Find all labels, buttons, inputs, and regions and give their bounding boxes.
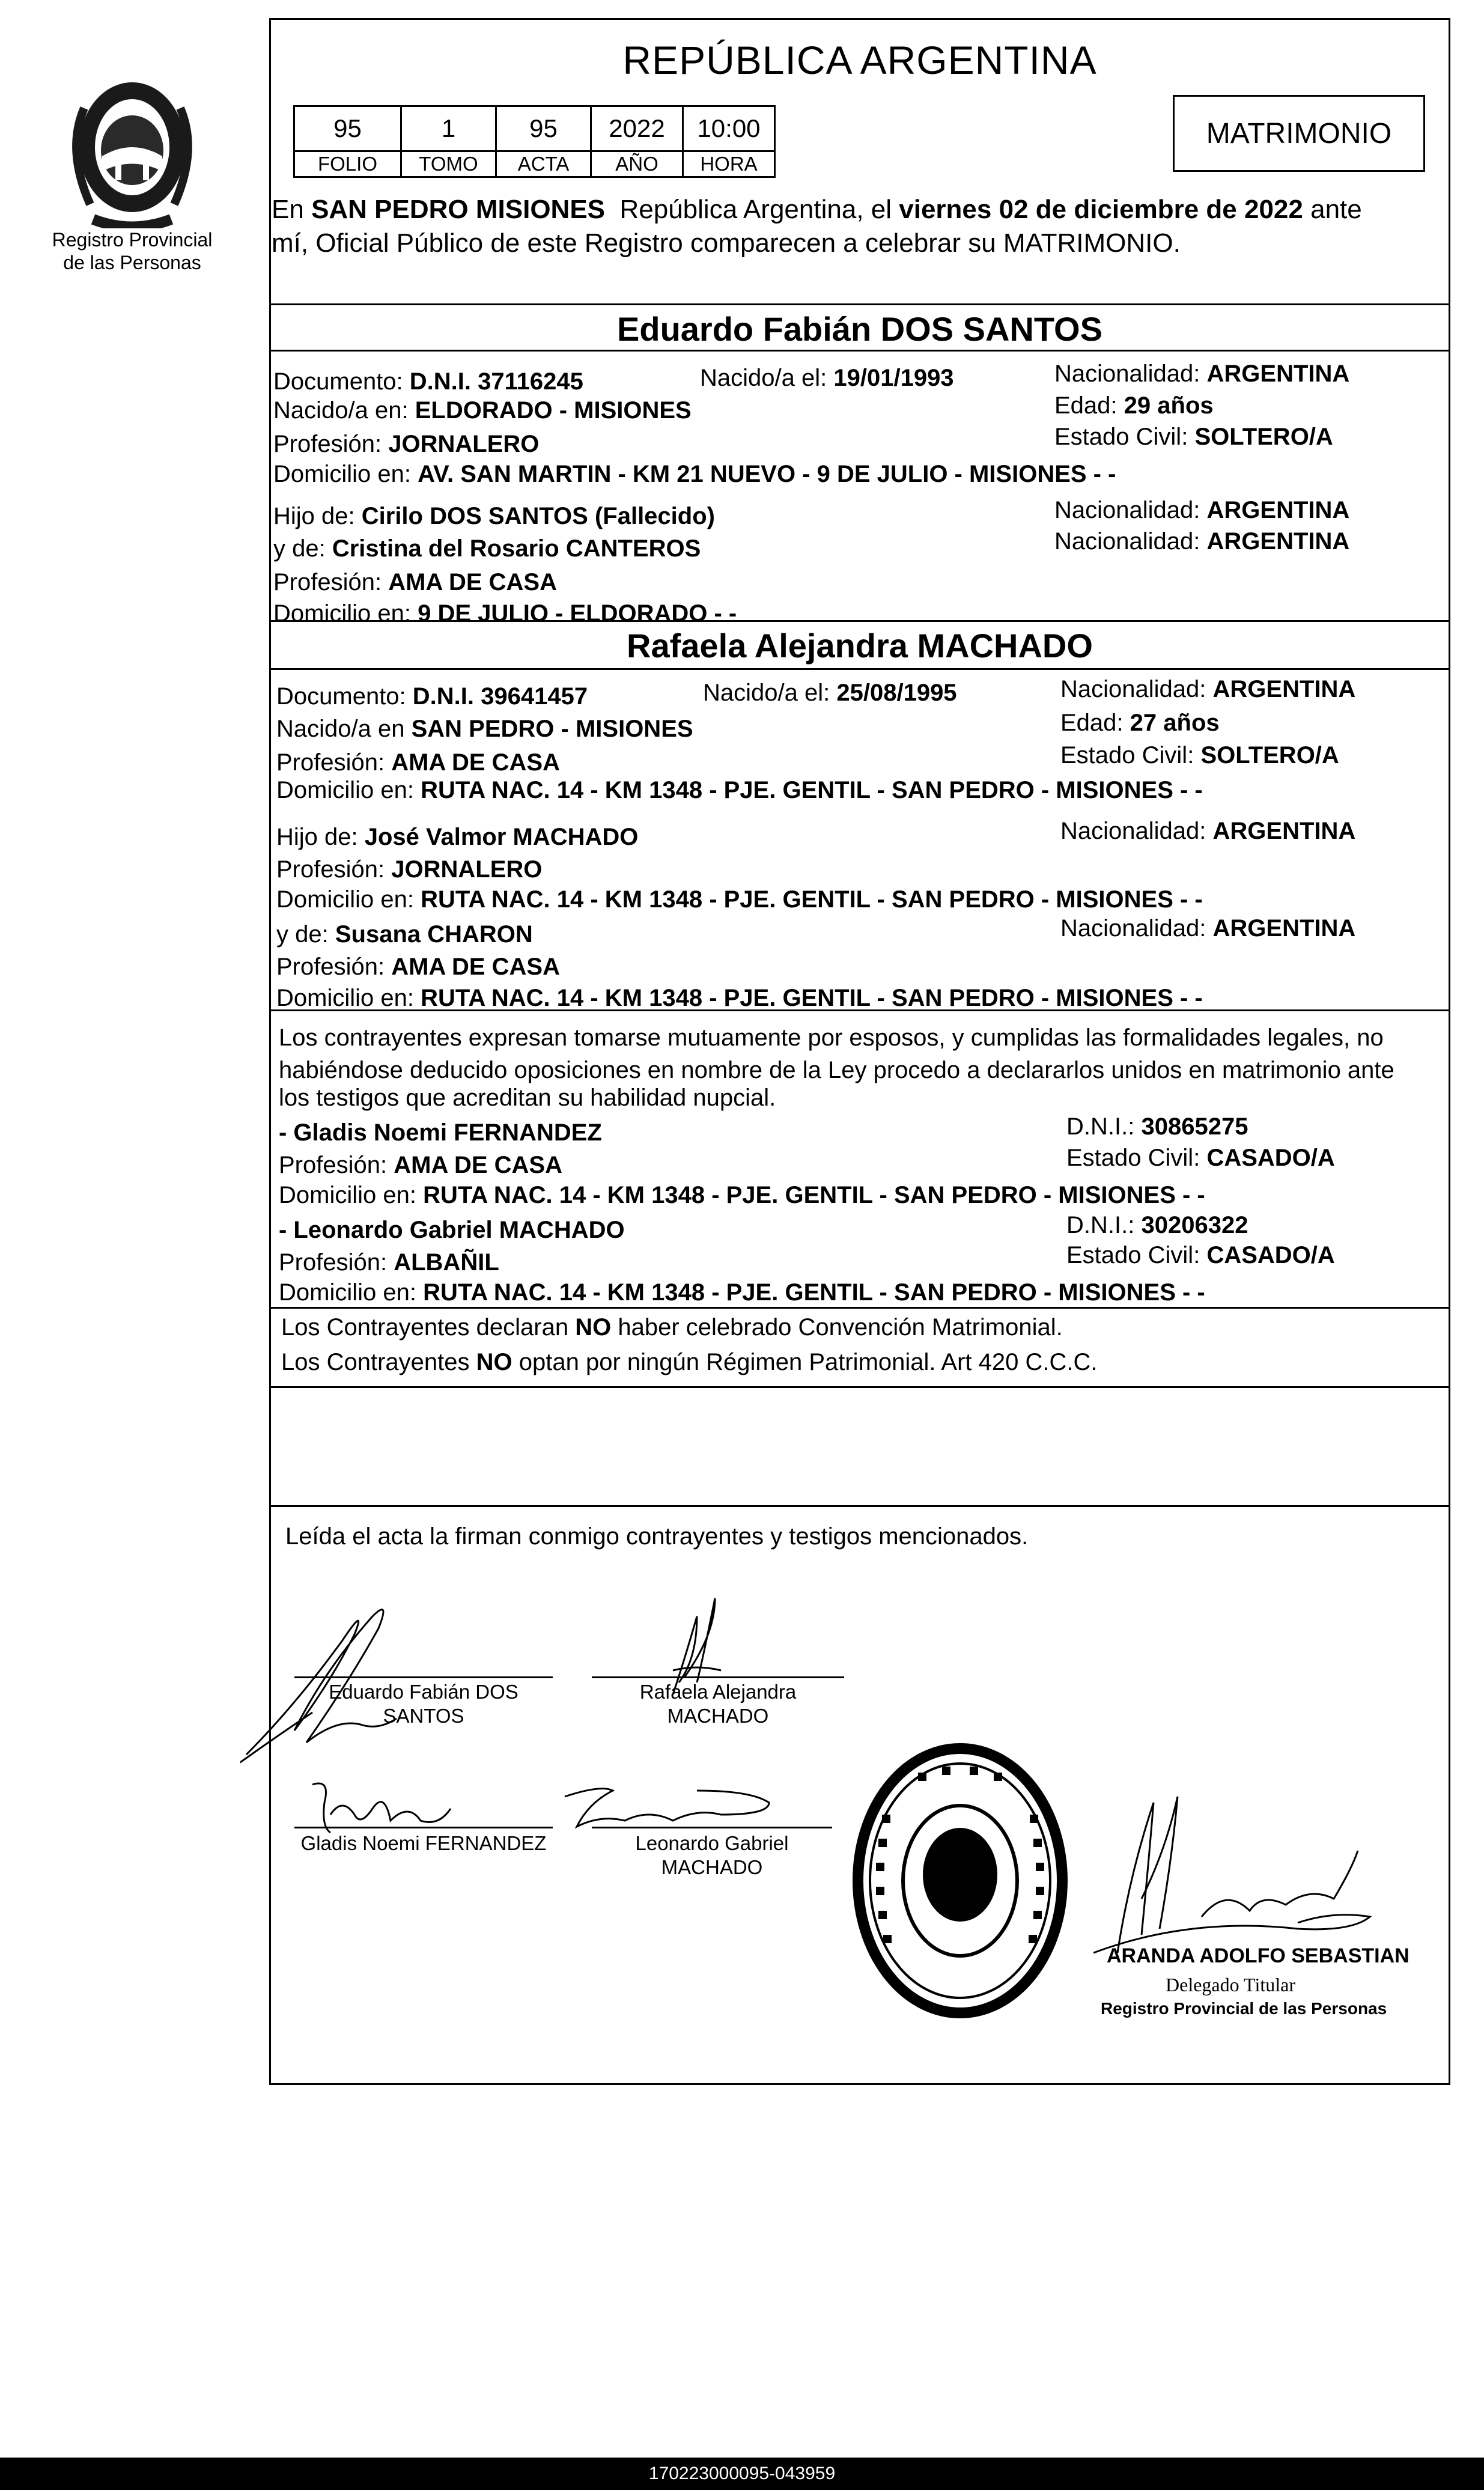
label: Profesión: [273, 569, 382, 595]
value: Cirilo DOS SANTOS (Fallecido) [361, 503, 715, 529]
value: SAN PEDRO - MISIONES [411, 716, 693, 742]
groom-document [273, 365, 583, 398]
groom-mother [273, 532, 701, 565]
label: Nacido/a en [276, 716, 405, 742]
bride-address [276, 774, 1203, 806]
signature-line [294, 1827, 553, 1828]
value: CASADO/A [1206, 1145, 1335, 1171]
label: Domicilio en: [273, 600, 411, 627]
groom-name-heading: Eduardo Fabián DOS SANTOS [617, 310, 1102, 348]
label: Estado Civil: [1060, 742, 1194, 769]
groom-mother-nationality [1054, 525, 1349, 558]
label: Profesión: [279, 1249, 388, 1276]
intro-text: República Argentina, el [619, 195, 892, 224]
value: 19/01/1993 [833, 365, 954, 391]
folio-label: FOLIO [294, 151, 401, 177]
intro-line2: mí, Oficial Público de este Registro comparecen a celebrar su MATRIMONIO. [272, 228, 1181, 258]
value: SOLTERO/A [1194, 424, 1333, 450]
witness1-dni [1066, 1110, 1248, 1143]
bride-father-profession [276, 853, 542, 886]
label: Nacionalidad: [1054, 528, 1200, 555]
label: Nacido/a el: [700, 365, 827, 391]
signature-line [294, 1676, 553, 1678]
value: José Valmor MACHADO [364, 824, 639, 850]
intro-text: ante [1310, 195, 1362, 224]
label: Nacionalidad: [1054, 361, 1200, 387]
bride-father-nationality [1060, 815, 1355, 847]
registry-numbers-table [293, 105, 776, 178]
witness1-profession [279, 1149, 562, 1181]
label: Edad: [1060, 710, 1124, 736]
label: Domicilio en: [279, 1279, 416, 1306]
signature-line [592, 1827, 832, 1828]
value: AMA DE CASA [391, 954, 560, 980]
bride-mother-nationality [1060, 912, 1355, 945]
value: ELDORADO - MISIONES [415, 397, 692, 424]
folio-value: 95 [294, 106, 401, 151]
hour-value: 10:00 [683, 106, 775, 151]
value: RUTA NAC. 14 - KM 1348 - PJE. GENTIL - SAN PEDRO - MISIONES - - [423, 1279, 1205, 1306]
value: AMA DE CASA [391, 749, 560, 776]
label: Hijo de: [273, 503, 355, 529]
label: Hijo de: [276, 824, 358, 850]
text: NO [575, 1314, 612, 1341]
bride-signature-name-line2: MACHADO [667, 1705, 769, 1727]
declaration-line3: los testigos que acreditan su habilidad nupcial. [279, 1085, 776, 1111]
text: Los Contrayentes [281, 1349, 470, 1375]
bride-mother [276, 918, 533, 951]
section-divider [269, 303, 1450, 305]
witness1-civil-status [1066, 1142, 1335, 1174]
bride-civil-status [1060, 739, 1339, 772]
bride-birthdate [703, 677, 957, 709]
value: RUTA NAC. 14 - KM 1348 - PJE. GENTIL - SAN PEDRO - MISIONES - - [423, 1182, 1205, 1208]
label: Domicilio en: [279, 1182, 416, 1208]
label: Domicilio en: [276, 985, 414, 1011]
groom-parent-address [273, 597, 737, 630]
section-divider [269, 350, 1450, 352]
page-title: REPÚBLICA ARGENTINA [622, 38, 1097, 82]
bride-dni: D.N.I. 39641457 [412, 683, 588, 710]
value: AMA DE CASA [394, 1152, 562, 1178]
bride-document [276, 680, 588, 713]
groom-profession [273, 428, 539, 460]
witness2-name [279, 1214, 625, 1246]
label: Estado Civil: [1054, 424, 1188, 450]
value: 9 DE JULIO - ELDORADO - - [418, 600, 737, 627]
value: 25/08/1995 [836, 680, 957, 706]
value: JORNALERO [391, 856, 543, 883]
label: Profesión: [279, 1152, 388, 1178]
label: Estado Civil: [1066, 1242, 1200, 1268]
section-divider [269, 1505, 1450, 1507]
bride-father-address [276, 883, 1203, 916]
convention-line2 [281, 1346, 1098, 1378]
value: ARGENTINA [1206, 361, 1350, 387]
value: 30206322 [1141, 1212, 1248, 1238]
groom-address [273, 458, 1116, 490]
bride-age [1060, 707, 1220, 739]
groom-father [273, 500, 715, 532]
intro-text: En [272, 195, 304, 224]
bride-nationality [1060, 673, 1355, 705]
label: Profesión: [276, 856, 385, 883]
value: RUTA NAC. 14 - KM 1348 - PJE. GENTIL - SAN PEDRO - MISIONES - - [421, 886, 1203, 913]
groom-signature-name-line2: SANTOS [383, 1705, 464, 1727]
witness2-profession [279, 1246, 499, 1279]
groom-birthdate [700, 362, 954, 394]
text: Los Contrayentes declaran [281, 1314, 569, 1341]
declaration-line2: habiéndose deducido oposiciones en nombre de la Ley procedo a declararlos unidos en matrimonio ante [279, 1057, 1394, 1083]
value: ARGENTINA [1206, 528, 1350, 555]
witness2-signature [565, 1789, 769, 1827]
value: - Leonardo Gabriel MACHADO [279, 1217, 625, 1243]
value: AV. SAN MARTIN - KM 21 NUEVO - 9 DE JULIO - MISIONES - - [418, 461, 1116, 487]
signature-line [592, 1676, 844, 1678]
value: - Gladis Noemi FERNANDEZ [279, 1119, 602, 1146]
value: ARGENTINA [1212, 818, 1356, 844]
year-value: 2022 [591, 106, 683, 151]
groom-nationality [1054, 358, 1349, 390]
label: Domicilio en: [276, 777, 414, 803]
official-organization: Registro Provincial de las Personas [1101, 1999, 1387, 2018]
witness2-dni [1066, 1209, 1248, 1241]
bride-birthplace [276, 713, 693, 745]
bride-signature-name-line1: Rafaela Alejandra [639, 1681, 797, 1703]
hour-label: HORA [683, 151, 775, 177]
text: haber celebrado Convención Matrimonial. [618, 1314, 1063, 1341]
acta-value: 95 [496, 106, 591, 151]
groom-dni: D.N.I. 37116245 [409, 368, 583, 395]
label: Nacionalidad: [1060, 915, 1206, 942]
document-type-box: MATRIMONIO [1173, 95, 1425, 172]
value: 29 años [1124, 392, 1214, 419]
logo-caption-line1: Registro Provincial [52, 229, 213, 251]
label: Domicilio en: [276, 886, 414, 913]
intro-place: SAN PEDRO MISIONES [311, 195, 606, 224]
groom-civil-status [1054, 421, 1333, 453]
label: Nacionalidad: [1060, 676, 1206, 702]
label: Profesión: [273, 431, 382, 457]
value: RUTA NAC. 14 - KM 1348 - PJE. GENTIL - SAN PEDRO - MISIONES - - [421, 777, 1203, 803]
official-title: Delegado Titular [1166, 1974, 1295, 1995]
label: D.N.I.: [1066, 1113, 1135, 1140]
groom-age [1054, 389, 1214, 422]
section-divider [269, 668, 1450, 670]
year-label: AÑO [591, 151, 683, 177]
value: ARGENTINA [1212, 676, 1356, 702]
text: optan por ningún Régimen Patrimonial. Art 420 C.C.C. [518, 1349, 1098, 1375]
section-divider [269, 1386, 1450, 1388]
value: ALBAÑIL [394, 1249, 499, 1276]
witness2-civil-status [1066, 1239, 1335, 1271]
label: y de: [276, 921, 329, 948]
declaration-line1: Los contrayentes expresan tomarse mutuamente por esposos, y cumplidas las formalidades legales, no [279, 1024, 1384, 1051]
label: Nacido/a en: [273, 397, 409, 424]
witness2-signature-name-line2: MACHADO [661, 1856, 763, 1878]
official-seal-icon [852, 1743, 1068, 2019]
label: Profesión: [276, 749, 385, 776]
witness2-address [279, 1276, 1205, 1309]
label: Documento: [276, 683, 406, 710]
witness1-address [279, 1179, 1205, 1211]
intro-date: viernes 02 de diciembre de 2022 [899, 195, 1303, 224]
convention-line1 [281, 1311, 1063, 1344]
witness2-signature-name-line1: Leonardo Gabriel [635, 1832, 789, 1854]
value: ARGENTINA [1206, 497, 1350, 523]
value: AMA DE CASA [388, 569, 557, 595]
value: RUTA NAC. 14 - KM 1348 - PJE. GENTIL - SAN PEDRO - MISIONES - - [421, 985, 1203, 1011]
label: Edad: [1054, 392, 1118, 419]
footer-barcode-text: 170223000095-043959 [0, 2458, 1484, 2490]
province-crest-icon [60, 66, 204, 228]
witness1-name [279, 1116, 602, 1149]
value: CASADO/A [1206, 1242, 1335, 1268]
value: JORNALERO [388, 431, 540, 457]
bride-name-heading: Rafaela Alejandra MACHADO [627, 627, 1093, 665]
tomo-value: 1 [401, 106, 496, 151]
acta-label: ACTA [496, 151, 591, 177]
label: Documento: [273, 368, 403, 395]
groom-birthplace [273, 394, 692, 427]
official-name: ARANDA ADOLFO SEBASTIAN [1107, 1944, 1409, 1967]
label: Estado Civil: [1066, 1145, 1200, 1171]
tomo-label: TOMO [401, 151, 496, 177]
value: 27 años [1130, 710, 1220, 736]
closing-statement: Leída el acta la firman conmigo contrayentes y testigos mencionados. [285, 1523, 1029, 1550]
groom-signature-name-line1: Eduardo Fabián DOS [329, 1681, 518, 1703]
label: D.N.I.: [1066, 1212, 1135, 1238]
label: Profesión: [276, 954, 385, 980]
logo-caption-line2: de las Personas [63, 252, 201, 273]
bride-mother-profession [276, 951, 560, 983]
label: Nacionalidad: [1060, 818, 1206, 844]
value: Cristina del Rosario CANTEROS [332, 535, 701, 562]
value: Susana CHARON [335, 921, 533, 948]
bride-mother-address [276, 982, 1203, 1014]
value: 30865275 [1141, 1113, 1248, 1140]
bride-father [276, 821, 638, 853]
witness1-signature [312, 1783, 451, 1833]
value: ARGENTINA [1212, 915, 1356, 942]
label: Nacionalidad: [1054, 497, 1200, 523]
label: y de: [273, 535, 326, 562]
groom-father-nationality [1054, 494, 1349, 526]
registry-logo [36, 66, 228, 274]
label: Nacido/a el: [703, 680, 830, 706]
label: Domicilio en: [273, 461, 411, 487]
groom-parent-profession [273, 566, 557, 598]
text: NO [476, 1349, 512, 1375]
witness1-signature-name: Gladis Noemi FERNANDEZ [300, 1832, 547, 1854]
value: SOLTERO/A [1200, 742, 1339, 769]
intro-line1 [272, 193, 1362, 226]
